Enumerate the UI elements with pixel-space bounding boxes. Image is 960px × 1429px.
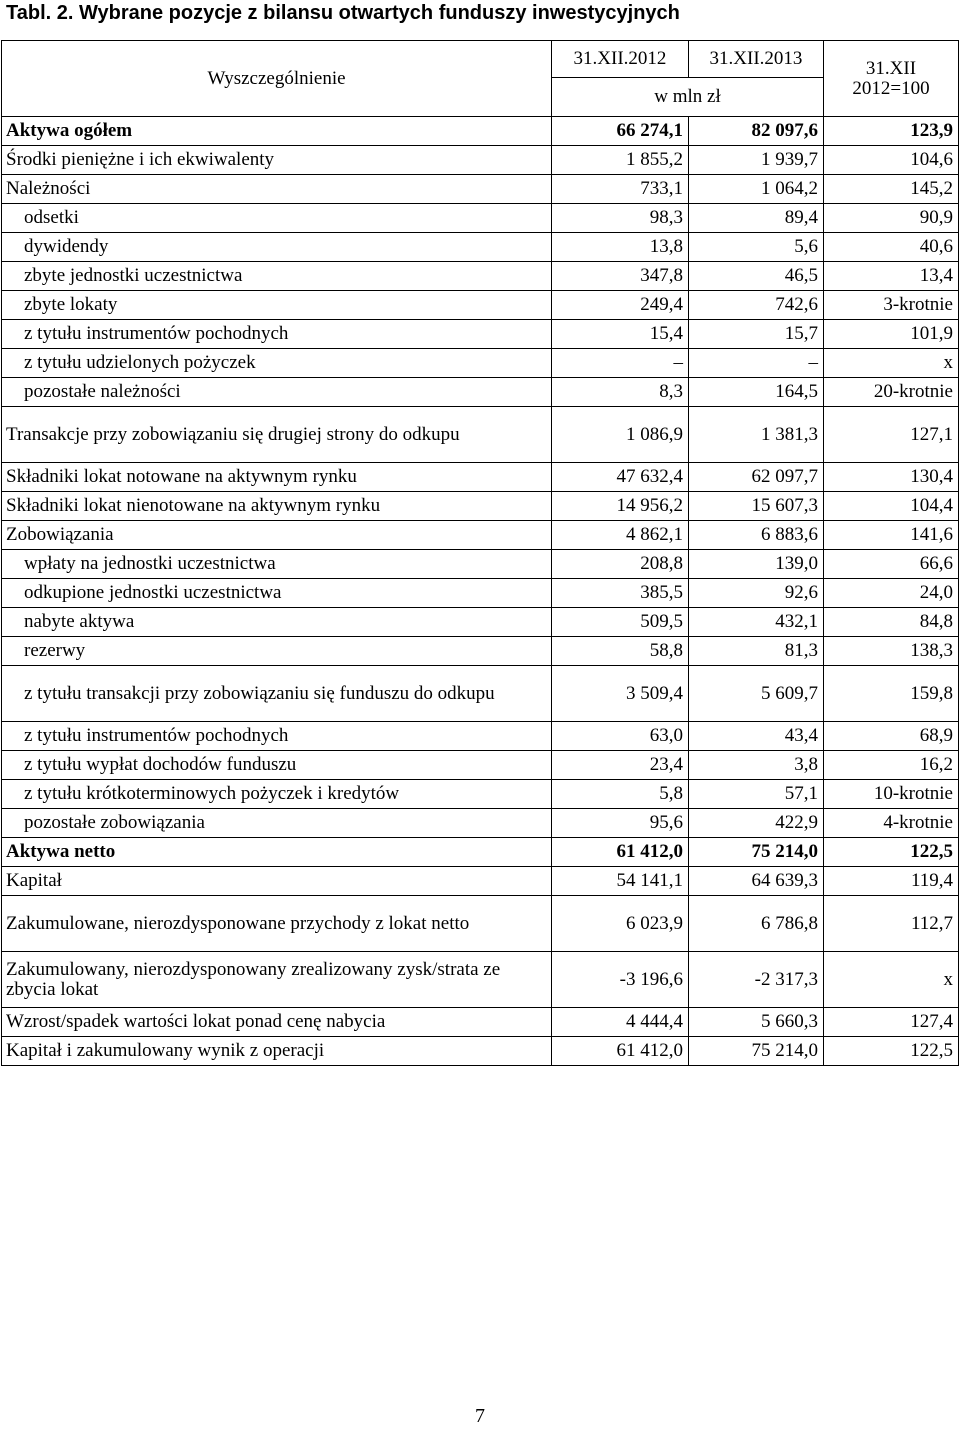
index-value: 122,5 <box>824 838 959 867</box>
value-2013: – <box>689 349 824 378</box>
value-2013: 164,5 <box>689 378 824 407</box>
row-label: z tytułu instrumentów pochodnych <box>2 722 552 751</box>
balance-table <box>1 40 959 1066</box>
value-2013: 5,6 <box>689 233 824 262</box>
index-value: 10-krotnie <box>824 780 959 809</box>
header-index-line2: 2012=100 <box>852 77 930 99</box>
index-value: 24,0 <box>824 579 959 608</box>
value-2012: 6 023,9 <box>552 896 689 952</box>
value-2013: 742,6 <box>689 291 824 320</box>
index-value: 130,4 <box>824 463 959 492</box>
value-2012: 4 444,4 <box>552 1008 689 1037</box>
row-label: pozostałe zobowiązania <box>2 809 552 838</box>
index-value: 90,9 <box>824 204 959 233</box>
value-2012: 63,0 <box>552 722 689 751</box>
table-row <box>2 1008 959 1037</box>
value-2013: 46,5 <box>689 262 824 291</box>
index-value: 13,4 <box>824 262 959 291</box>
table-row <box>2 896 959 952</box>
value-2012: 208,8 <box>552 550 689 579</box>
header-2012: 31.XII.2012 <box>552 41 689 78</box>
table-row <box>2 378 959 407</box>
index-value: 145,2 <box>824 175 959 204</box>
table-row <box>2 780 959 809</box>
row-label: z tytułu wypłat dochodów funduszu <box>2 751 552 780</box>
index-value: 127,1 <box>824 407 959 463</box>
value-2013: 3,8 <box>689 751 824 780</box>
table-row <box>2 809 959 838</box>
value-2013: 15 607,3 <box>689 492 824 521</box>
value-2012: 385,5 <box>552 579 689 608</box>
row-label: rezerwy <box>2 637 552 666</box>
value-2013: 62 097,7 <box>689 463 824 492</box>
index-value: 112,7 <box>824 896 959 952</box>
value-2012: 733,1 <box>552 175 689 204</box>
value-2012: 249,4 <box>552 291 689 320</box>
value-2012: -3 196,6 <box>552 952 689 1008</box>
table-row <box>2 751 959 780</box>
header-index-line1: 31.XII <box>865 57 917 79</box>
table-row <box>2 407 959 463</box>
value-2013: 82 097,6 <box>689 117 824 146</box>
header-2013: 31.XII.2013 <box>689 41 824 78</box>
value-2012: 509,5 <box>552 608 689 637</box>
row-label: zbyte lokaty <box>2 291 552 320</box>
index-value: 127,4 <box>824 1008 959 1037</box>
value-2012: 8,3 <box>552 378 689 407</box>
index-value: 119,4 <box>824 867 959 896</box>
table-row <box>2 579 959 608</box>
row-label: z tytułu udzielonych pożyczek <box>2 349 552 378</box>
value-2012: 98,3 <box>552 204 689 233</box>
index-value: 104,4 <box>824 492 959 521</box>
row-label: Zakumulowany, nierozdysponowany zrealizowany zysk/strata ze zbycia lokat <box>2 952 552 1008</box>
table-row <box>2 1037 959 1066</box>
row-label: odkupione jednostki uczestnictwa <box>2 579 552 608</box>
value-2012: 47 632,4 <box>552 463 689 492</box>
row-label: Środki pieniężne i ich ekwiwalenty <box>2 146 552 175</box>
value-2012: 61 412,0 <box>552 838 689 867</box>
row-label: pozostałe należności <box>2 378 552 407</box>
row-label: Aktywa ogółem <box>2 117 552 146</box>
value-2013: 6 786,8 <box>689 896 824 952</box>
value-2013: 92,6 <box>689 579 824 608</box>
value-2012: 347,8 <box>552 262 689 291</box>
table-row <box>2 175 959 204</box>
value-2012: 61 412,0 <box>552 1037 689 1066</box>
row-label: z tytułu transakcji przy zobowiązaniu się funduszu do odkupu <box>2 666 552 722</box>
index-value: 123,9 <box>824 117 959 146</box>
page-number: 7 <box>475 1405 485 1427</box>
value-2013: 15,7 <box>689 320 824 349</box>
row-label: Transakcje przy zobowiązaniu się drugiej strony do odkupu <box>2 407 552 463</box>
row-label: nabyte aktywa <box>2 608 552 637</box>
row-label: z tytułu krótkoterminowych pożyczek i kredytów <box>2 780 552 809</box>
value-2012: 54 141,1 <box>552 867 689 896</box>
row-label: Kapitał <box>2 867 552 896</box>
value-2012: 23,4 <box>552 751 689 780</box>
index-value: x <box>824 349 959 378</box>
header-description: Wyszczególnienie <box>2 41 552 117</box>
table-row <box>2 521 959 550</box>
index-value: 141,6 <box>824 521 959 550</box>
row-label: odsetki <box>2 204 552 233</box>
table-row <box>2 349 959 378</box>
row-label: Składniki lokat notowane na aktywnym rynku <box>2 463 552 492</box>
value-2012: 66 274,1 <box>552 117 689 146</box>
table-row <box>2 867 959 896</box>
row-label: dywidendy <box>2 233 552 262</box>
table-row <box>2 550 959 579</box>
value-2013: 432,1 <box>689 608 824 637</box>
value-2012: 3 509,4 <box>552 666 689 722</box>
table-row <box>2 666 959 722</box>
index-value: 68,9 <box>824 722 959 751</box>
index-value: 104,6 <box>824 146 959 175</box>
table-row <box>2 117 959 146</box>
value-2013: 81,3 <box>689 637 824 666</box>
value-2013: -2 317,3 <box>689 952 824 1008</box>
table-row <box>2 608 959 637</box>
value-2013: 5 609,7 <box>689 666 824 722</box>
index-value: 40,6 <box>824 233 959 262</box>
value-2012: 1 086,9 <box>552 407 689 463</box>
value-2013: 1 381,3 <box>689 407 824 463</box>
table-row <box>2 463 959 492</box>
table-row <box>2 146 959 175</box>
value-2013: 5 660,3 <box>689 1008 824 1037</box>
value-2013: 1 064,2 <box>689 175 824 204</box>
row-label: zbyte jednostki uczestnictwa <box>2 262 552 291</box>
value-2012: 95,6 <box>552 809 689 838</box>
index-value: 138,3 <box>824 637 959 666</box>
table-row <box>2 204 959 233</box>
row-label: Zobowiązania <box>2 521 552 550</box>
index-value: 84,8 <box>824 608 959 637</box>
index-value: 16,2 <box>824 751 959 780</box>
table-row <box>2 722 959 751</box>
row-label: wpłaty na jednostki uczestnictwa <box>2 550 552 579</box>
table-row <box>2 233 959 262</box>
table-row <box>2 320 959 349</box>
table-title: Tabl. 2. Wybrane pozycje z bilansu otwartych funduszy inwestycyjnych <box>6 2 680 24</box>
header-unit: w mln zł <box>552 78 824 117</box>
value-2013: 422,9 <box>689 809 824 838</box>
index-value: 3-krotnie <box>824 291 959 320</box>
index-value: 20-krotnie <box>824 378 959 407</box>
row-label: z tytułu instrumentów pochodnych <box>2 320 552 349</box>
value-2013: 75 214,0 <box>689 1037 824 1066</box>
value-2012: 14 956,2 <box>552 492 689 521</box>
table-row <box>2 838 959 867</box>
index-value: 101,9 <box>824 320 959 349</box>
row-label: Wzrost/spadek wartości lokat ponad cenę nabycia <box>2 1008 552 1037</box>
table-row <box>2 291 959 320</box>
value-2013: 64 639,3 <box>689 867 824 896</box>
index-value: 159,8 <box>824 666 959 722</box>
value-2013: 139,0 <box>689 550 824 579</box>
value-2012: 15,4 <box>552 320 689 349</box>
row-label: Należności <box>2 175 552 204</box>
table-row <box>2 952 959 1008</box>
value-2012: 13,8 <box>552 233 689 262</box>
value-2012: 4 862,1 <box>552 521 689 550</box>
value-2013: 89,4 <box>689 204 824 233</box>
row-label: Aktywa netto <box>2 838 552 867</box>
index-value: x <box>824 952 959 1008</box>
table-row <box>2 637 959 666</box>
row-label: Zakumulowane, nierozdysponowane przychody z lokat netto <box>2 896 552 952</box>
table-row <box>2 262 959 291</box>
value-2012: – <box>552 349 689 378</box>
row-label: Składniki lokat nienotowane na aktywnym rynku <box>2 492 552 521</box>
value-2012: 1 855,2 <box>552 146 689 175</box>
value-2013: 57,1 <box>689 780 824 809</box>
index-value: 4-krotnie <box>824 809 959 838</box>
value-2012: 5,8 <box>552 780 689 809</box>
table-row <box>2 492 959 521</box>
value-2013: 75 214,0 <box>689 838 824 867</box>
value-2012: 58,8 <box>552 637 689 666</box>
index-value: 66,6 <box>824 550 959 579</box>
index-value: 122,5 <box>824 1037 959 1066</box>
row-label: Kapitał i zakumulowany wynik z operacji <box>2 1037 552 1066</box>
value-2013: 43,4 <box>689 722 824 751</box>
value-2013: 1 939,7 <box>689 146 824 175</box>
value-2013: 6 883,6 <box>689 521 824 550</box>
header-index <box>824 41 959 117</box>
